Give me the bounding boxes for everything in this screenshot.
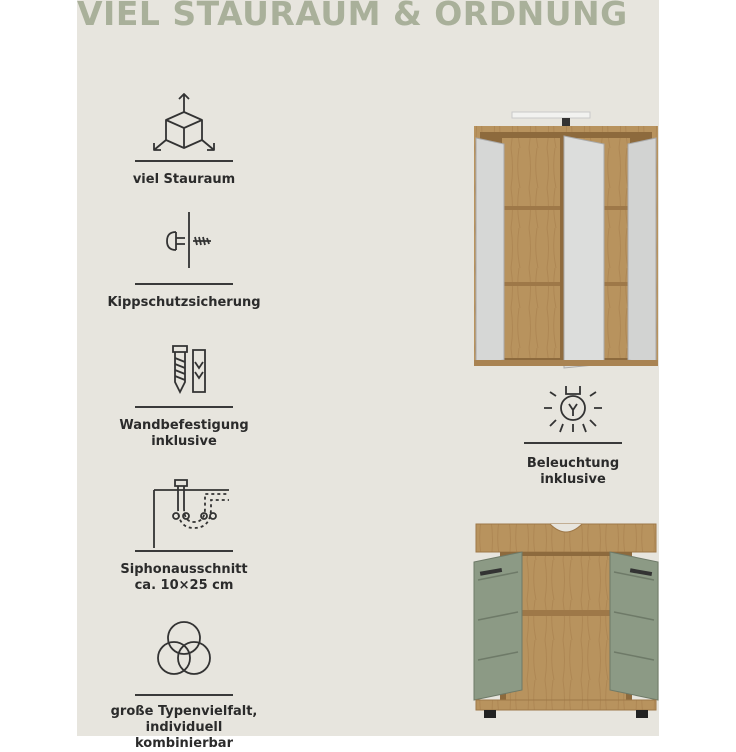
feature-label-line2: individuell kombinierbar [135, 720, 233, 751]
vanity-cabinet-image [470, 520, 662, 720]
feature-label-line1: große Typenvielfalt, [110, 704, 258, 719]
feature-label: viel Stauraum [132, 172, 236, 187]
anti-tip-screw-icon [149, 210, 219, 270]
divider [135, 406, 233, 408]
divider [135, 550, 233, 552]
feature-siphon-cutout [99, 478, 269, 594]
feature-label-line1: Beleuchtung [526, 456, 620, 471]
feature-label [99, 562, 269, 594]
venn-circles-icon [149, 620, 219, 684]
wall-anchor-screw-icon [149, 340, 219, 398]
feature-variety [99, 620, 269, 752]
feature-label-line2: ca. 10×25 cm [134, 578, 234, 593]
feature-label-line2: inklusive [540, 472, 606, 487]
feature-lighting [488, 386, 658, 488]
feature-wall-mount [99, 340, 269, 450]
page-title: VIEL STAURAUM & ORDNUNG [77, 0, 628, 33]
feature-storage [99, 90, 269, 188]
feature-anti-tip [99, 210, 269, 311]
divider [135, 283, 233, 285]
feature-label [99, 704, 269, 752]
feature-label-line1: Wandbefestigung [119, 418, 249, 433]
box-expand-icon [149, 90, 219, 156]
divider [524, 442, 622, 444]
feature-label [99, 418, 269, 450]
light-bulb-icon [538, 386, 608, 438]
divider [135, 160, 233, 162]
siphon-pipe-icon [129, 478, 239, 548]
divider [135, 694, 233, 696]
feature-label-line1: Siphonausschnitt [120, 562, 248, 577]
feature-label [488, 456, 658, 488]
feature-label-line2: inklusive [151, 434, 217, 449]
mirror-cabinet-image [472, 108, 660, 370]
feature-label: Kippschutzsicherung [107, 295, 261, 310]
